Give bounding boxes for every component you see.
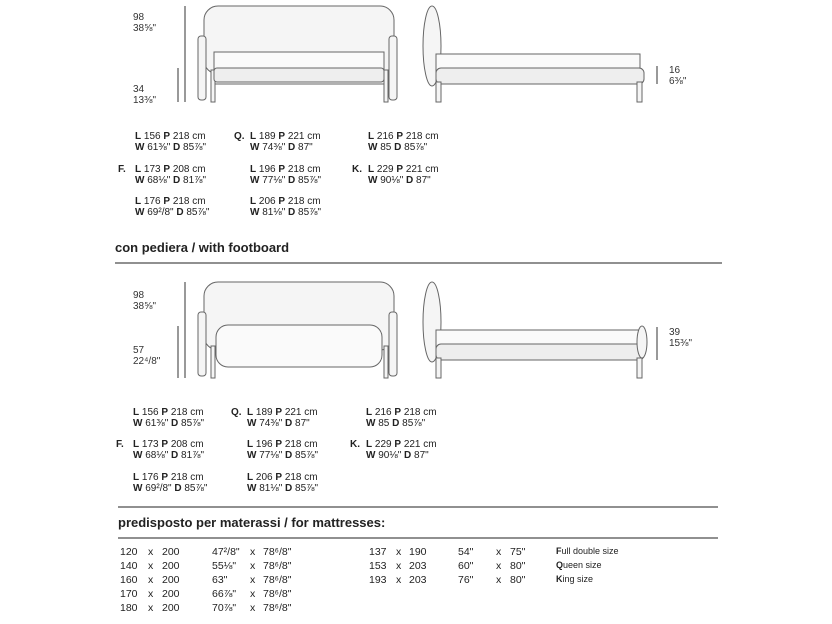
dim-side-top: 16 6⅜" xyxy=(669,65,687,87)
size-block: L 189 P 221 cm W 74⅜" D 87" xyxy=(250,131,321,153)
size-block: L 196 P 218 cm W 77⅛" D 85⅞" xyxy=(250,164,322,186)
post-right-bottom xyxy=(389,312,397,376)
side-leg-back-bottom xyxy=(637,358,642,378)
size-prefix: K. xyxy=(352,164,362,175)
size-prefix: K. xyxy=(350,439,360,450)
size-prefix: Q. xyxy=(234,131,245,142)
size-block: L 173 P 208 cm W 68⅛" D 81⅞" xyxy=(135,164,207,186)
section-heading-footboard: con pediera / with footboard xyxy=(115,240,290,255)
size-prefix: F. xyxy=(118,164,126,175)
mattress-front-top xyxy=(214,68,384,82)
post-left-bottom xyxy=(198,312,206,376)
dim-height-bottom: 98 38⅝" xyxy=(133,290,157,312)
post-left-top xyxy=(198,36,206,100)
dim-low-top: 34 13⅜" xyxy=(133,84,157,106)
size-block: L 229 P 221 cm W 90⅛" D 87" xyxy=(368,164,439,186)
footboard-side-bottom xyxy=(637,326,647,358)
size-block: L 229 P 221 cm W 90⅛" D 87" xyxy=(366,439,437,461)
side-leg-front-bottom xyxy=(436,358,441,378)
size-block: L 196 P 218 cm W 77⅛" D 85⅞" xyxy=(247,439,319,461)
post-right-top xyxy=(389,36,397,100)
side-leg-front-top xyxy=(436,82,441,102)
size-prefix: F. xyxy=(116,439,124,450)
mattress-side-bottom xyxy=(436,344,644,360)
size-block: L 176 P 218 cm W 69²/8" D 85⅞" xyxy=(135,196,210,218)
leg-right-bottom xyxy=(384,346,388,378)
size-prefix: Q. xyxy=(231,407,242,418)
leg-left-bottom xyxy=(211,346,215,378)
size-block: L 216 P 218 cm W 85 D 85⅞" xyxy=(368,131,439,153)
dim-low-bottom: 57 22⁴/8" xyxy=(133,345,161,367)
section-heading-mattresses: predisposto per materassi / for mattresses: xyxy=(118,515,386,530)
size-block: L 216 P 218 cm W 85 D 85⅞" xyxy=(366,407,437,429)
dim-side-bottom: 39 15⅜" xyxy=(669,327,693,349)
size-block: L 189 P 221 cm W 74⅜" D 87" xyxy=(247,407,318,429)
side-leg-back-top xyxy=(637,82,642,102)
size-block: L 206 P 218 cm W 81⅛" D 85⅞" xyxy=(250,196,322,218)
footboard-front-bottom xyxy=(216,325,382,367)
mattress-side-top xyxy=(436,68,644,84)
dim-height-top: 98 38⅝" xyxy=(133,12,157,34)
leg-right-top xyxy=(384,70,388,102)
size-block: L 176 P 218 cm W 69²/8" D 85⅞" xyxy=(133,472,208,494)
size-block: L 173 P 208 cm W 68⅛" D 81⅞" xyxy=(133,439,205,461)
size-block: L 156 P 218 cm W 61⅜" D 85⅞" xyxy=(135,131,207,153)
size-block: L 206 P 218 cm W 81⅛" D 85⅞" xyxy=(247,472,319,494)
size-block: L 156 P 218 cm W 61⅜" D 85⅞" xyxy=(133,407,205,429)
